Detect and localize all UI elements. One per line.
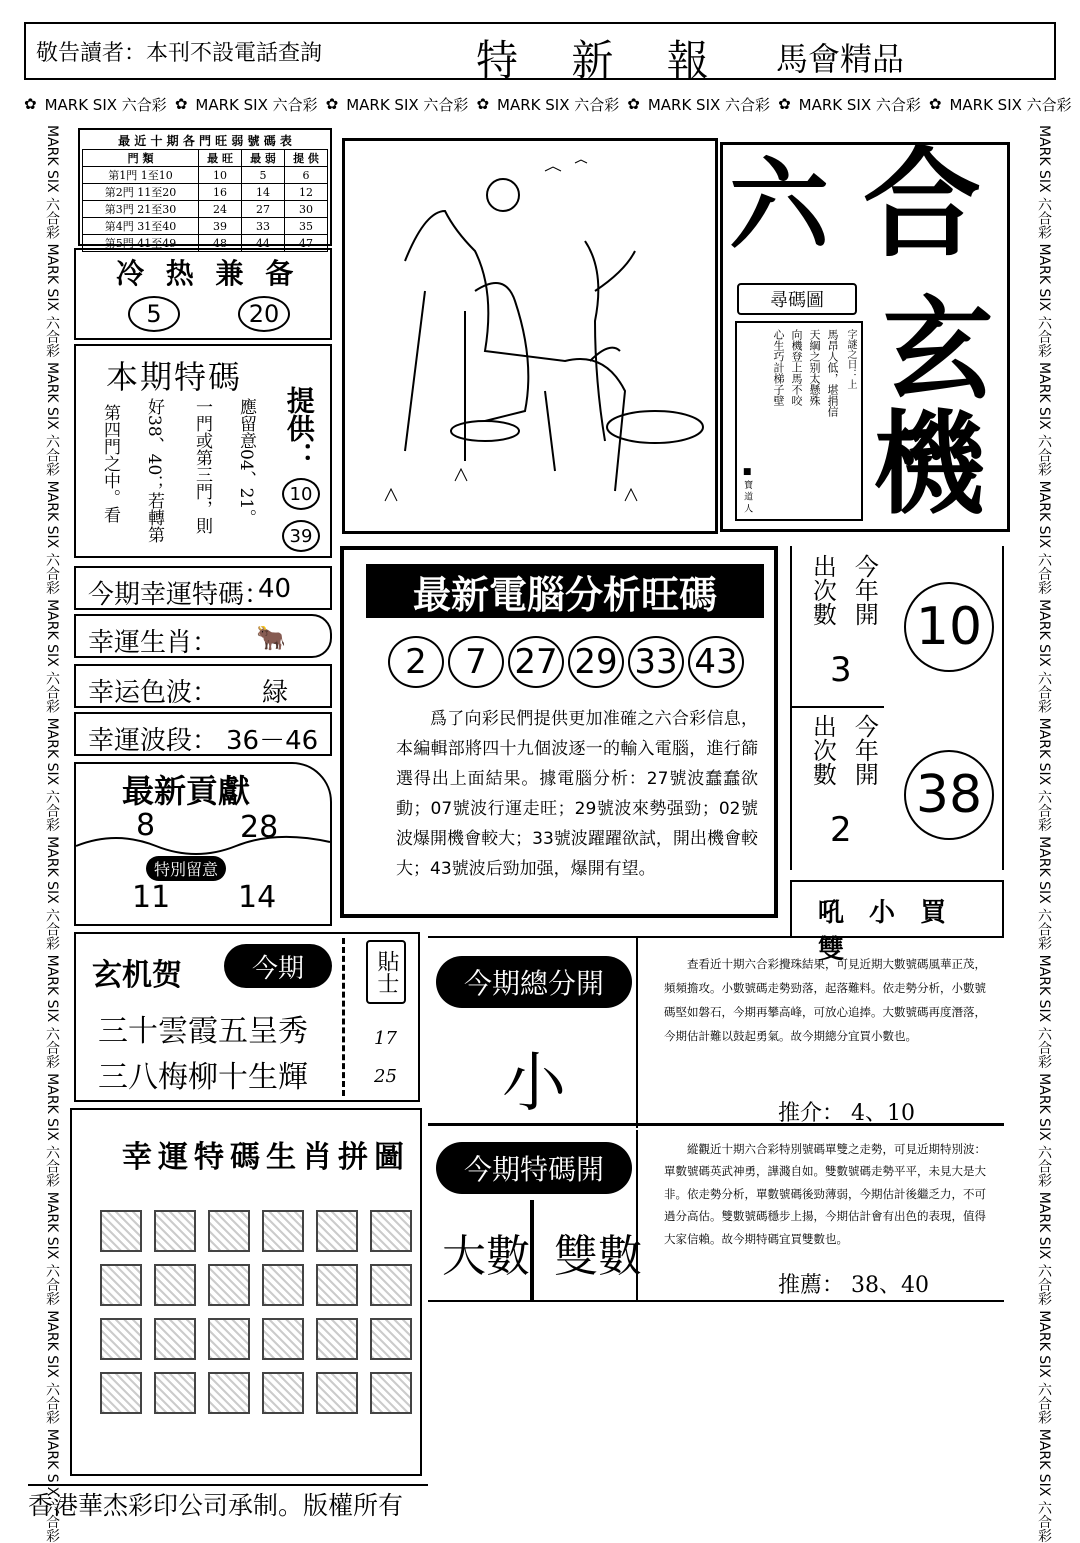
puzzle-piece <box>370 1210 412 1252</box>
special-open-vline <box>636 1130 638 1302</box>
table-cell: 6 <box>285 167 328 184</box>
table-cell: 第2門 11至20 <box>83 184 199 201</box>
puzzle-piece <box>316 1372 358 1414</box>
special-column: 好38、40；若轉第 <box>143 398 164 544</box>
contribution-note-number: 14 <box>238 880 277 915</box>
flower-icon: ✿ <box>476 95 490 113</box>
special-provide-label: 提供： <box>282 386 316 470</box>
puzzle-piece <box>370 1372 412 1414</box>
computer-panel <box>340 546 778 918</box>
xuanji-badge: 今期 <box>224 944 332 988</box>
puzzle-piece <box>262 1372 304 1414</box>
puzzle-piece <box>154 1210 196 1252</box>
puzzle-piece <box>316 1318 358 1360</box>
table-cell: 44 <box>242 235 285 252</box>
hot-cold-number: 20 <box>238 296 290 332</box>
puzzle-piece <box>154 1318 196 1360</box>
small-double-title: 吼 小 買 雙 <box>818 898 955 965</box>
special-column: 一門或第三門，則 <box>191 398 212 534</box>
special-column: 應留意04、21。 <box>235 398 256 527</box>
table-row <box>83 218 328 235</box>
total-score-recommend <box>778 1096 915 1127</box>
table-cell: 10 <box>199 167 242 184</box>
recommend-value: 4、10 <box>851 1101 916 1126</box>
computer-paragraph: 爲了向彩民們提供更加准確之六合彩信息，本編輯部將四十九個波逐一的輸入電腦，進行篩選得出上面結果。據電腦分析：27號波蠢蠢欲動；07號波行運走旺；29號波來勢强勁；02號波爆開機會較大；33號波躍躍欲試，開出機會較大；43號波后勁加强，爆開有望。 <box>396 709 758 879</box>
mark-six-text: MARK SIX 六合彩 <box>195 95 318 114</box>
recommend-label: 推薦： <box>778 1273 845 1298</box>
special-open-paragraph: 縱觀近十期六合彩特別號碼單雙之走勢，可見近期特別波：單數號碼英武神勇，譁濺自如。雙數號碼走勢平平，未見大是大非。依走勢分析，單數號碼後勁薄弱，今期估計後繼乏力，不可過分高估。雙數號碼穩步上揚，今期估計會有出色的表現，值得大家信賴。故今期特碼宜買雙數也。 <box>664 1142 986 1246</box>
contribution-number: 8 <box>136 808 156 843</box>
special-title: 本期特碼 <box>106 358 243 396</box>
header-subtitle: 馬會精品 <box>776 40 905 78</box>
flower-icon: ✿ <box>928 95 942 113</box>
scroll-line: 向機登上馬不咬 <box>790 329 803 406</box>
xuanji-panel <box>74 932 420 1102</box>
table-cell: 16 <box>199 184 242 201</box>
column-header: 最 弱 <box>242 150 285 167</box>
table-cell: 35 <box>285 218 328 235</box>
total-score-divider <box>636 938 638 1128</box>
year-stats-divider <box>792 706 884 708</box>
computer-number: 27 <box>508 636 564 688</box>
puzzle-piece <box>262 1318 304 1360</box>
xuanji-tip-number: 17 <box>374 1028 397 1049</box>
scroll-line: 天綱之别太懸殊 <box>808 329 821 406</box>
puzzle-piece <box>154 1372 196 1414</box>
special-open-recommend <box>778 1268 929 1299</box>
right-mark-six-strip: MARK SIX 六合彩 MARK SIX 六合彩 MARK SIX 六合彩 MARK SIX 六合彩 MARK SIX 六合彩 MARK SIX 六合彩 MARK SIX 六合彩 MARK SIX 六合彩 MARK SIX 六合彩 MARK SIX 六合彩 MARK SIX 六合彩 MARK SIX 六合彩 <box>1036 125 1052 1543</box>
computer-number: 33 <box>628 636 684 688</box>
total-score-badge: 今期總分開 <box>436 956 632 1008</box>
puzzle-piece <box>100 1372 142 1414</box>
horse-illustration <box>345 141 715 531</box>
small-double-title-box <box>790 880 1004 936</box>
logo-char: 六 <box>729 146 829 264</box>
puzzle-piece <box>316 1210 358 1252</box>
special-number: 39 <box>282 520 320 552</box>
lucky-number-value: 40 <box>258 574 292 604</box>
special-open-panel <box>428 1130 1004 1302</box>
contribution-panel <box>74 762 332 926</box>
puzzle-panel <box>70 1108 422 1476</box>
contribution-note-title: 特別留意 <box>146 856 226 881</box>
special-number: 10 <box>282 478 320 510</box>
xuanji-line: 三八梅柳十生輝 <box>98 1060 308 1095</box>
year-stat-count: 3 <box>830 650 852 690</box>
year-stat-label: 出次數 <box>808 714 837 786</box>
lucky-zodiac-row <box>74 614 332 658</box>
table-row <box>83 167 328 184</box>
left-mark-six-strip: MARK SIX 六合彩 MARK SIX 六合彩 MARK SIX 六合彩 MARK SIX 六合彩 MARK SIX 六合彩 MARK SIX 六合彩 MARK SIX 六合彩 MARK SIX 六合彩 MARK SIX 六合彩 MARK SIX 六合彩 MARK SIX 六合彩 MARK SIX 六合彩 <box>44 125 60 1543</box>
year-stat-label: 出次數 <box>808 554 837 626</box>
special-code-panel <box>74 344 332 558</box>
computer-number: 2 <box>388 636 444 688</box>
lucky-color-value: 緑 <box>262 678 289 708</box>
header-bar <box>24 22 1056 85</box>
mark-six-text: MARK SIX 六合彩 <box>647 95 771 114</box>
lucky-range-value: 36－46 <box>226 726 319 756</box>
computer-number: 43 <box>688 636 744 688</box>
contribution-number: 28 <box>240 810 279 845</box>
special-open-divider <box>530 1200 534 1300</box>
lucky-zodiac-label: 幸運生肖： <box>88 628 219 658</box>
puzzle-piece <box>262 1264 304 1306</box>
scroll-line: 心生巧計梯子壁 <box>772 329 785 406</box>
lucky-range-label: 幸運波段： <box>88 726 219 756</box>
table-cell: 24 <box>199 201 242 218</box>
puzzle-piece <box>208 1318 250 1360</box>
puzzle-piece <box>370 1318 412 1360</box>
lucky-color-row <box>74 664 332 708</box>
puzzle-piece <box>370 1264 412 1306</box>
header-notice: 敬告讀者：本刊不設電話查詢 <box>36 41 323 66</box>
table-header-row <box>83 150 328 167</box>
stats-table-title: 最 近 十 期 各 門 旺 弱 號 碼 表 <box>118 134 292 148</box>
mark-six-text: MARK SIX 六合彩 <box>346 95 469 114</box>
table-cell: 第1門 1至10 <box>83 167 199 184</box>
puzzle-piece <box>100 1318 142 1360</box>
mark-six-text: MARK SIX 六合彩 <box>949 95 1072 114</box>
table-cell: 47 <box>285 235 328 252</box>
special-open-option: 雙數 <box>554 1231 642 1282</box>
illustration-panel <box>342 138 718 534</box>
computer-number: 29 <box>568 636 624 688</box>
flower-icon: ✿ <box>174 95 188 113</box>
special-open-badge: 今期特碼開 <box>436 1142 632 1194</box>
puzzle-piece <box>100 1264 142 1306</box>
column-header: 提 供 <box>285 150 328 167</box>
xuanji-tip-number: 25 <box>374 1066 397 1087</box>
hot-cold-number: 5 <box>128 296 180 332</box>
table-cell: 33 <box>242 218 285 235</box>
computer-number: 7 <box>448 636 504 688</box>
recommend-label: 推介： <box>778 1101 845 1126</box>
contribution-title: 最新貢獻 <box>122 772 251 810</box>
puzzle-piece <box>208 1264 250 1306</box>
puzzle-title: 幸運特碼生肖拼圖 <box>122 1140 410 1175</box>
hot-cold-title: 冷 热 兼 备 <box>116 257 300 290</box>
year-stat-label: 今年開 <box>850 554 879 626</box>
total-score-result: 小 <box>502 1047 566 1121</box>
hot-cold-panel <box>74 248 332 340</box>
xuanji-divider <box>342 938 345 1096</box>
puzzle-piece <box>262 1210 304 1252</box>
stats-table-panel <box>78 128 332 250</box>
logo-char: 玄 <box>883 285 993 414</box>
puzzle-piece <box>316 1264 358 1306</box>
flower-icon: ✿ <box>24 95 37 113</box>
column-header: 門 類 <box>83 150 199 167</box>
special-open-option: 大數 <box>442 1231 530 1282</box>
column-header: 最 旺 <box>199 150 242 167</box>
table-cell: 第4門 31至40 <box>83 218 199 235</box>
computer-title: 最新電腦分析旺碼 <box>366 564 764 618</box>
table-cell: 5 <box>242 167 285 184</box>
puzzle-piece <box>208 1372 250 1414</box>
year-stats-panel <box>790 546 1004 870</box>
lucky-number-row <box>74 566 332 610</box>
mark-six-text: MARK SIX 六合彩 <box>497 95 620 114</box>
xuanji-line: 三十雲霞五呈秀 <box>98 1014 308 1049</box>
contribution-note-number: 11 <box>132 880 171 915</box>
table-cell: 第3門 21至30 <box>83 201 199 218</box>
stats-table <box>82 149 328 252</box>
flower-icon: ✿ <box>778 95 791 113</box>
scroll-line: 字謎之日：上 <box>845 329 856 389</box>
puzzle-piece <box>100 1210 142 1252</box>
table-cell: 第5門 41至49 <box>83 235 199 252</box>
logo-char: 合 <box>863 134 982 273</box>
computer-number-row <box>388 636 744 688</box>
table-row <box>83 201 328 218</box>
mark-six-text: MARK SIX 六合彩 <box>798 95 921 114</box>
table-cell: 27 <box>242 201 285 218</box>
flower-icon: ✿ <box>627 95 640 113</box>
recommend-value: 38、40 <box>851 1273 930 1298</box>
xuanji-tip-label: 貼士 <box>366 940 406 1004</box>
year-stat-number: 10 <box>904 582 994 672</box>
cattle-icon: 🐂 <box>256 624 286 652</box>
year-stat-count: 2 <box>830 810 852 850</box>
year-stat-number: 38 <box>904 750 994 840</box>
mark-six-strip <box>24 86 1072 122</box>
table-cell: 14 <box>242 184 285 201</box>
table-cell: 12 <box>285 184 328 201</box>
lucky-range-row <box>74 712 332 756</box>
table-row <box>83 184 328 201</box>
puzzle-piece <box>208 1210 250 1252</box>
lucky-number-label: 今期幸運特碼： <box>88 580 271 610</box>
footer-text: 香港華杰彩印公司承制。版權所有 <box>28 1484 428 1524</box>
scroll-line: 馬昂人低，堪捐信 <box>826 329 839 417</box>
logo-char: 機 <box>873 399 985 530</box>
lucky-color-label: 幸运色波： <box>88 678 219 708</box>
flower-icon: ✿ <box>325 95 339 113</box>
total-score-panel <box>428 898 1004 1126</box>
xuanji-title: 玄机贺 <box>92 958 182 993</box>
logo-scroll <box>735 321 863 521</box>
table-cell: 39 <box>199 218 242 235</box>
puzzle-piece <box>154 1264 196 1306</box>
table-cell: 30 <box>285 201 328 218</box>
total-score-paragraph: 查看近十期六合彩攪珠結果，可見近期大數號碼風華正茂，頻頻擔攻。小數號碼走勢勁落，起落難料。依走勢分析，小數號碼堅如磐石，今期再攀高峰，可放心追捧。大數號碼再度潛落，今期估計難以鼓起勇氣。故今期總分宜買小數也。 <box>664 957 986 1044</box>
header-title: 特 新 報 <box>476 36 729 85</box>
year-stat-label: 今年開 <box>850 714 879 786</box>
logo-sub: 尋碼圖 <box>737 283 857 315</box>
scroll-sign: ■ 寶 道 人 <box>742 467 753 513</box>
table-cell: 48 <box>199 235 242 252</box>
logo-panel <box>720 134 1010 532</box>
puzzle-grid <box>100 1210 412 1414</box>
mark-six-text: MARK SIX 六合彩 <box>44 95 167 114</box>
wave-divider <box>76 828 330 858</box>
special-column: 第四門之中。看 <box>99 404 120 523</box>
